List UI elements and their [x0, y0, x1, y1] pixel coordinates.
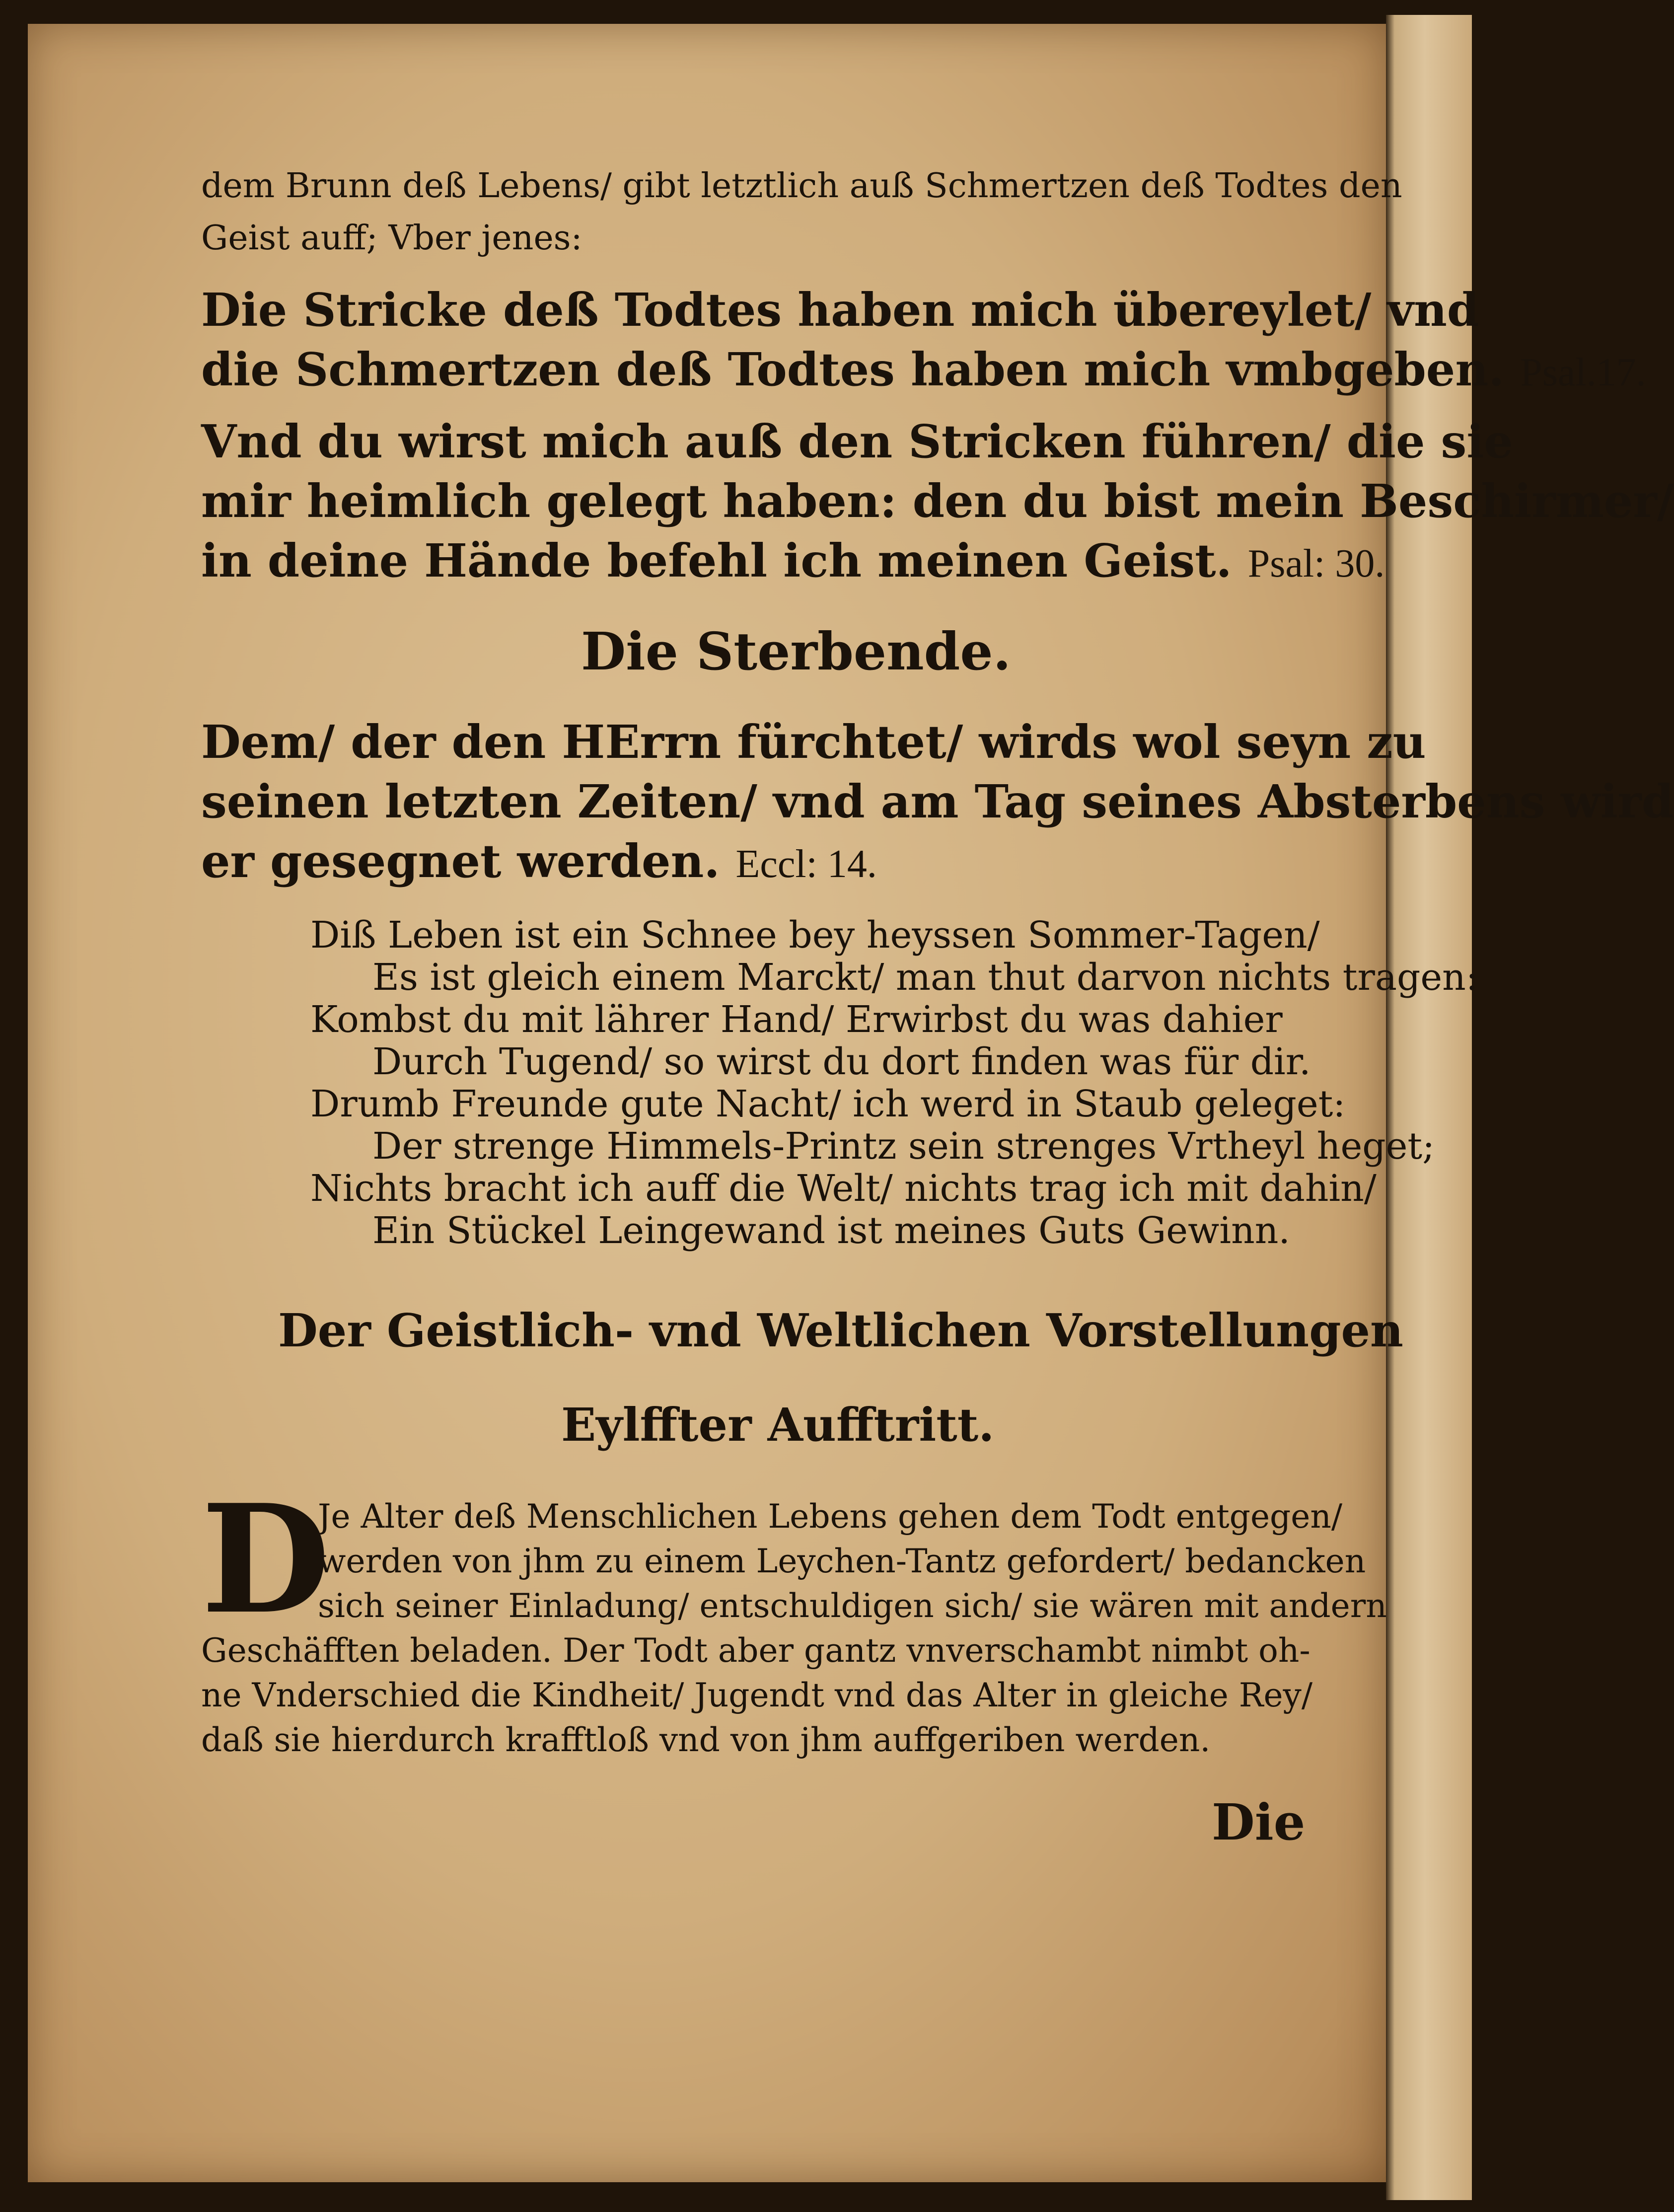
- verse-text: in deine Hände befehl ich meinen Geist.: [201, 534, 1232, 588]
- paragraph-line: Geschäfften beladen. Der Todt aber gantz vnverschambt nimbt oh-: [201, 1631, 1310, 1670]
- verse-line: [201, 834, 877, 888]
- verse-text: die Schmertzen deß Todtes haben mich vmbgeben.: [201, 343, 1505, 396]
- text-line: Geist auff; Vber jenes:: [201, 219, 582, 258]
- paragraph-line: Je Alter deß Menschlichen Lebens gehen dem Todt entgegen/: [318, 1497, 1343, 1536]
- verse-line: seinen letzten Zeiten/ vnd am Tag seines Absterbens wird: [201, 775, 1674, 828]
- verse-text: er gesegnet werden.: [201, 834, 720, 888]
- section-heading: Der Geistlich- vnd Weltlichen Vorstellungen: [278, 1304, 1403, 1357]
- verse-line: Vnd du wirst mich auß den Stricken führen/ die sie: [201, 415, 1513, 468]
- verse-line: [201, 534, 1384, 588]
- verse-line: Dem/ der den HErrn fürchtet/ wirds wol seyn zu: [201, 715, 1426, 769]
- section-subheading: Eylffter Aufftritt.: [561, 1398, 995, 1452]
- verse-line: [201, 343, 1646, 396]
- paragraph-line: daß sie hierdurch krafftloß vnd von jhm auffgeriben werden.: [201, 1721, 1211, 1759]
- scripture-reference: Eccl: 14.: [735, 842, 877, 886]
- section-heading: Die Sterbende.: [581, 621, 1011, 682]
- paragraph-line: ne Vnderschied die Kindheit/ Jugendt vnd das Alter in gleiche Rey/: [201, 1676, 1313, 1714]
- poem-line: Nichts bracht ich auff die Welt/ nichts trag ich mit dahin/: [310, 1167, 1377, 1210]
- poem-line: Drumb Freunde gute Nacht/ ich werd in Staub geleget:: [310, 1083, 1346, 1125]
- scripture-reference: Psal.17.: [1520, 351, 1646, 394]
- catchword: Die: [1212, 1793, 1306, 1851]
- poem-line: Durch Tugend/ so wirst du dort finden was für dir.: [372, 1040, 1311, 1083]
- poem-line: Diß Leben ist ein Schnee bey heyssen Sommer-Tagen/: [310, 914, 1320, 957]
- paragraph-line: sich seiner Einladung/ entschuldigen sich/ sie wären mit andern: [318, 1587, 1387, 1625]
- verse-line: Die Stricke deß Todtes haben mich übereylet/ vnd: [201, 283, 1479, 337]
- poem-line: Der strenge Himmels-Printz sein strenges Vrtheyl heget;: [372, 1125, 1435, 1168]
- drop-cap: D: [201, 1472, 331, 1647]
- paragraph-line: werden von jhm zu einem Leychen-Tantz gefordert/ bedancken: [318, 1542, 1366, 1580]
- poem-line: Es ist gleich einem Marckt/ man thut darvon nichts tragen:: [372, 956, 1478, 999]
- poem-line: Ein Stückel Leingewand ist meines Guts Gewinn.: [372, 1209, 1290, 1252]
- scripture-reference: Psal: 30.: [1247, 542, 1385, 586]
- poem-line: Kombst du mit lährer Hand/ Erwirbst du was dahier: [310, 998, 1283, 1041]
- text-line: dem Brunn deß Lebens/ gibt letztlich auß Schmertzen deß Todtes den: [201, 166, 1402, 206]
- verse-line: mir heimlich gelegt haben: den du bist mein Beschirmer/: [201, 474, 1674, 528]
